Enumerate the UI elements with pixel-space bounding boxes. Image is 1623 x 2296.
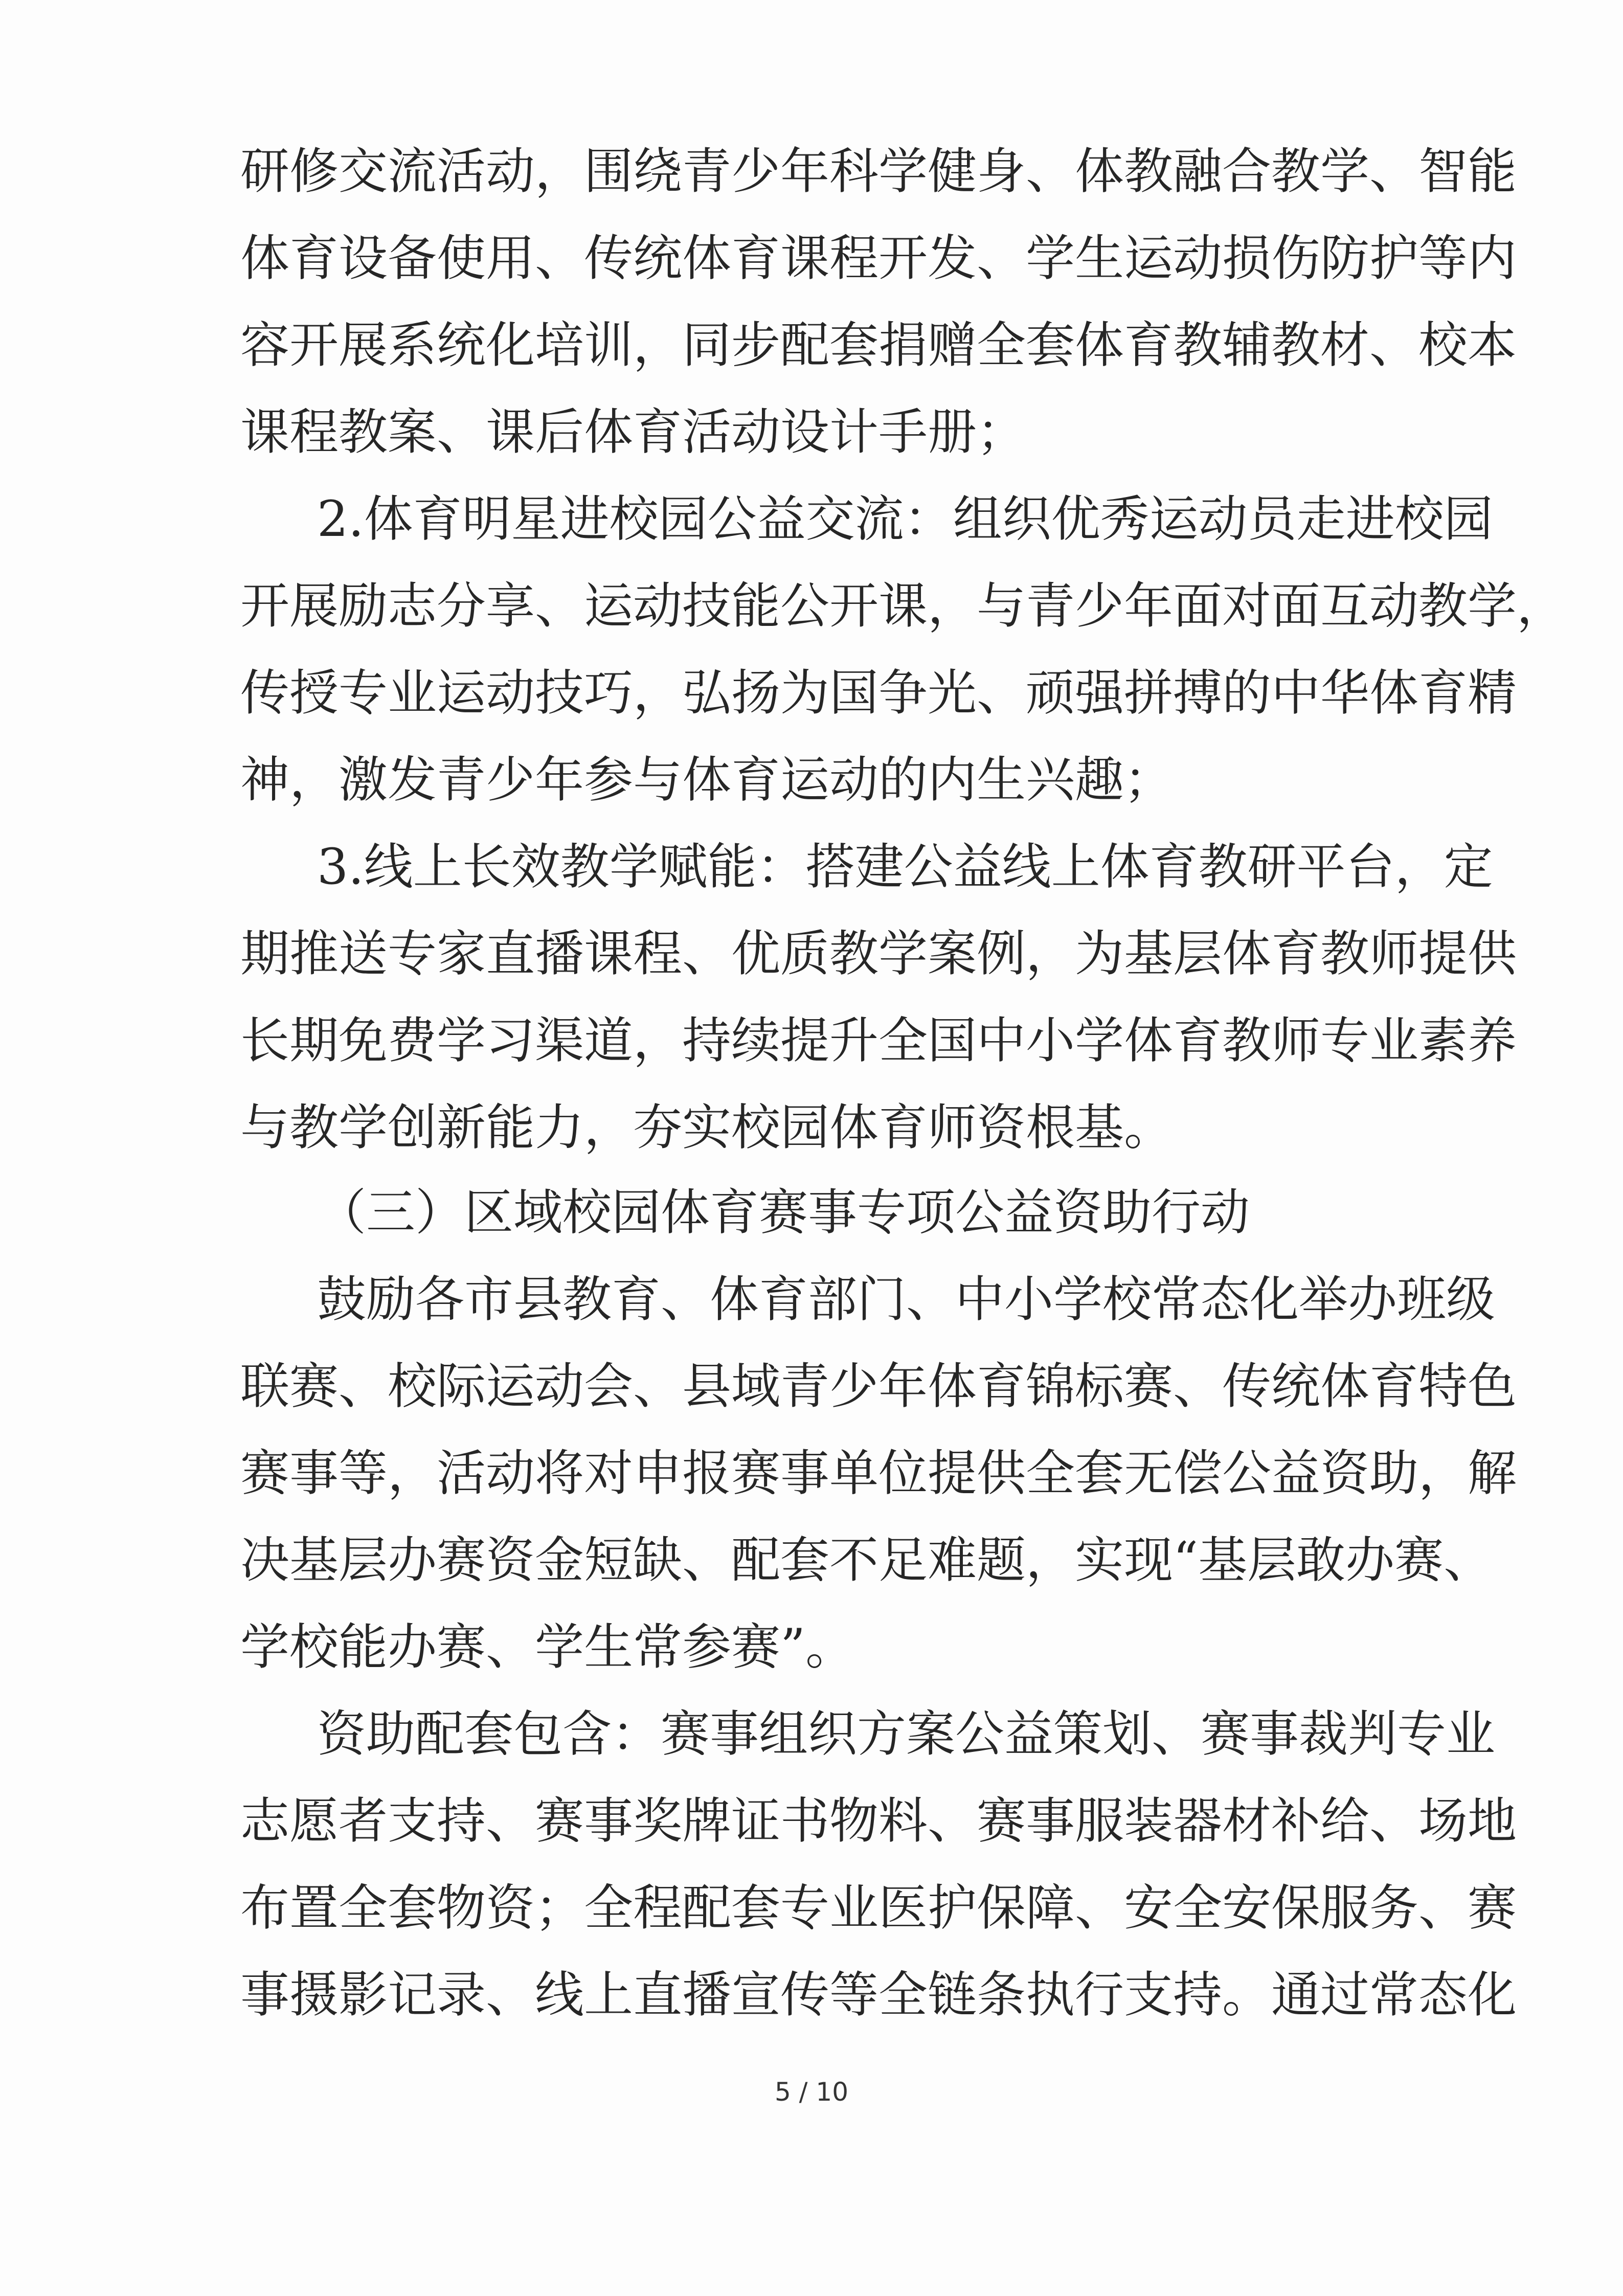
text-line: 研修交流活动，围绕青少年科学健身、体教融合教学、智能	[240, 143, 1517, 200]
text-line: 课程教案、课后体育活动设计手册；	[240, 403, 1026, 461]
page-number: 5 / 10	[774, 2077, 849, 2107]
text-line: 事摄影记录、线上直播宣传等全链条执行支持。通过常态化	[240, 1966, 1517, 2023]
text-line: 传授专业运动技巧，弘扬为国争光、顽强拼搏的中华体育精	[240, 664, 1517, 722]
text-line: 3.线上长效教学赋能：搭建公益线上体育教研平台，定	[317, 838, 1493, 895]
text-line: 期推送专家直播课程、优质教学案例，为基层体育教师提供	[240, 925, 1517, 982]
text-line: 2.体育明星进校园公益交流：组织优秀运动员走进校园	[317, 490, 1493, 548]
text-line: 容开展系统化培训，同步配套捐赠全套体育教辅教材、校本	[240, 317, 1517, 374]
text-line: 联赛、校际运动会、县域青少年体育锦标赛、传统体育特色	[240, 1357, 1517, 1415]
section-heading: （三）区域校园体育赛事专项公益资助行动	[317, 1183, 1250, 1241]
text-line: 长期免费学习渠道，持续提升全国中小学体育教师专业素养	[240, 1012, 1517, 1069]
text-line: 决基层办赛资金短缺、配套不足难题，实现“基层敢办赛、	[240, 1531, 1493, 1589]
text-line: 志愿者支持、赛事奖牌证书物料、赛事服装器材补给、场地	[240, 1792, 1517, 1850]
text-line: 开展励志分享、运动技能公开课，与青少年面对面互动教学，	[240, 577, 1566, 635]
text-line: 学校能办赛、学生常参赛”。	[240, 1618, 855, 1676]
text-line: 鼓励各市县教育、体育部门、中小学校常态化举办班级	[317, 1270, 1495, 1328]
text-line: 体育设备使用、传统体育课程开发、学生运动损伤防护等内	[240, 230, 1517, 287]
text-line: 布置全套物资；全程配套专业医护保障、安全安保服务、赛	[240, 1879, 1517, 1937]
text-line: 与教学创新能力，夯实校园体育师资根基。	[240, 1099, 1173, 1156]
text-line: 赛事等，活动将对申报赛事单位提供全套无偿公益资助，解	[240, 1444, 1517, 1502]
text-line: 神，激发青少年参与体育运动的内生兴趣；	[240, 751, 1173, 808]
text-line: 资助配套包含：赛事组织方案公益策划、赛事裁判专业	[317, 1705, 1495, 1763]
